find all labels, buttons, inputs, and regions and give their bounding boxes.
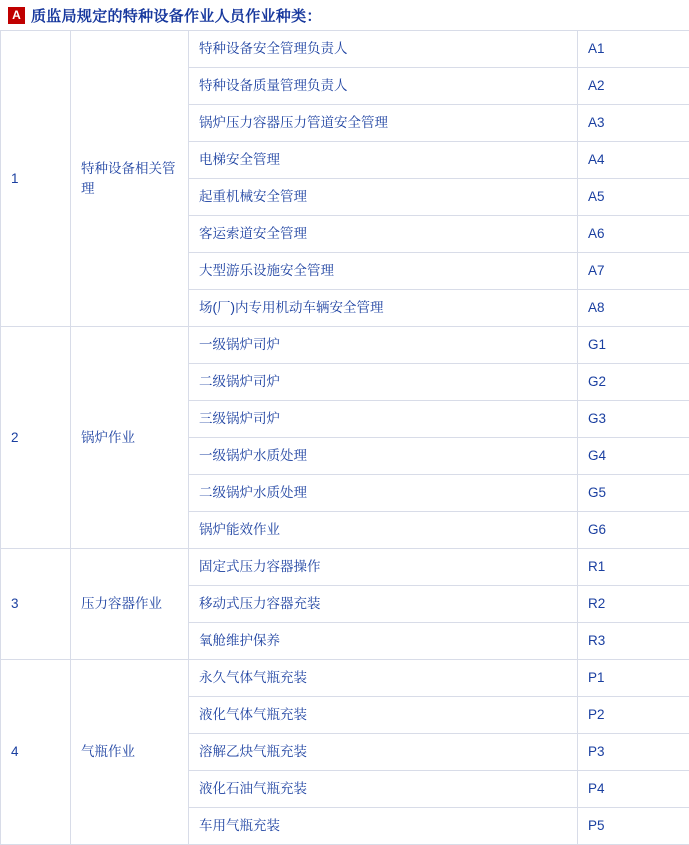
- item-name-cell: 氧舱维护保养: [189, 623, 578, 660]
- item-code-cell: A4: [578, 142, 689, 179]
- row-index-cell: 3: [1, 549, 71, 660]
- row-index-cell: 4: [1, 660, 71, 845]
- item-code-cell: G6: [578, 512, 689, 549]
- item-name-cell: 一级锅炉水质处理: [189, 438, 578, 475]
- item-code-cell: A5: [578, 179, 689, 216]
- item-name-cell: 场(厂)内专用机动车辆安全管理: [189, 290, 578, 327]
- item-code-cell: P1: [578, 660, 689, 697]
- page-title: 质监局规定的特种设备作业人员作业种类：: [31, 5, 322, 26]
- item-name-cell: 锅炉压力容器压力管道安全管理: [189, 105, 578, 142]
- item-code-cell: A2: [578, 68, 689, 105]
- item-code-cell: G3: [578, 401, 689, 438]
- category-cell: 气瓶作业: [71, 660, 189, 845]
- item-name-cell: 锅炉能效作业: [189, 512, 578, 549]
- category-cell: 锅炉作业: [71, 327, 189, 549]
- item-name-cell: 溶解乙炔气瓶充装: [189, 734, 578, 771]
- item-code-cell: A7: [578, 253, 689, 290]
- row-index-cell: 1: [1, 31, 71, 327]
- table-row: [1, 31, 689, 68]
- item-name-cell: 一级锅炉司炉: [189, 327, 578, 364]
- row-index-cell: 2: [1, 327, 71, 549]
- item-name-cell: 电梯安全管理: [189, 142, 578, 179]
- section-badge: A: [8, 7, 25, 24]
- table-row: [1, 660, 689, 697]
- item-name-cell: 车用气瓶充装: [189, 808, 578, 845]
- item-code-cell: P4: [578, 771, 689, 808]
- item-code-cell: A1: [578, 31, 689, 68]
- item-name-cell: 特种设备质量管理负责人: [189, 68, 578, 105]
- item-code-cell: G4: [578, 438, 689, 475]
- section-header: [0, 0, 689, 30]
- item-code-cell: P3: [578, 734, 689, 771]
- item-name-cell: 永久气体气瓶充装: [189, 660, 578, 697]
- item-code-cell: P2: [578, 697, 689, 734]
- item-name-cell: 起重机械安全管理: [189, 179, 578, 216]
- item-code-cell: G2: [578, 364, 689, 401]
- item-code-cell: R3: [578, 623, 689, 660]
- item-code-cell: A8: [578, 290, 689, 327]
- item-name-cell: 液化气体气瓶充装: [189, 697, 578, 734]
- item-name-cell: 特种设备安全管理负责人: [189, 31, 578, 68]
- table-body: [1, 31, 689, 845]
- item-name-cell: 三级锅炉司炉: [189, 401, 578, 438]
- category-cell: 压力容器作业: [71, 549, 189, 660]
- item-name-cell: 固定式压力容器操作: [189, 549, 578, 586]
- item-code-cell: A6: [578, 216, 689, 253]
- item-name-cell: 二级锅炉水质处理: [189, 475, 578, 512]
- item-name-cell: 二级锅炉司炉: [189, 364, 578, 401]
- item-name-cell: 客运索道安全管理: [189, 216, 578, 253]
- item-code-cell: P5: [578, 808, 689, 845]
- category-cell: 特种设备相关管理: [71, 31, 189, 327]
- item-code-cell: G1: [578, 327, 689, 364]
- table-row: [1, 327, 689, 364]
- item-name-cell: 液化石油气瓶充装: [189, 771, 578, 808]
- item-name-cell: 移动式压力容器充装: [189, 586, 578, 623]
- table-row: [1, 549, 689, 586]
- occupation-category-table: [0, 30, 689, 845]
- item-code-cell: A3: [578, 105, 689, 142]
- item-code-cell: G5: [578, 475, 689, 512]
- item-code-cell: R2: [578, 586, 689, 623]
- item-name-cell: 大型游乐设施安全管理: [189, 253, 578, 290]
- item-code-cell: R1: [578, 549, 689, 586]
